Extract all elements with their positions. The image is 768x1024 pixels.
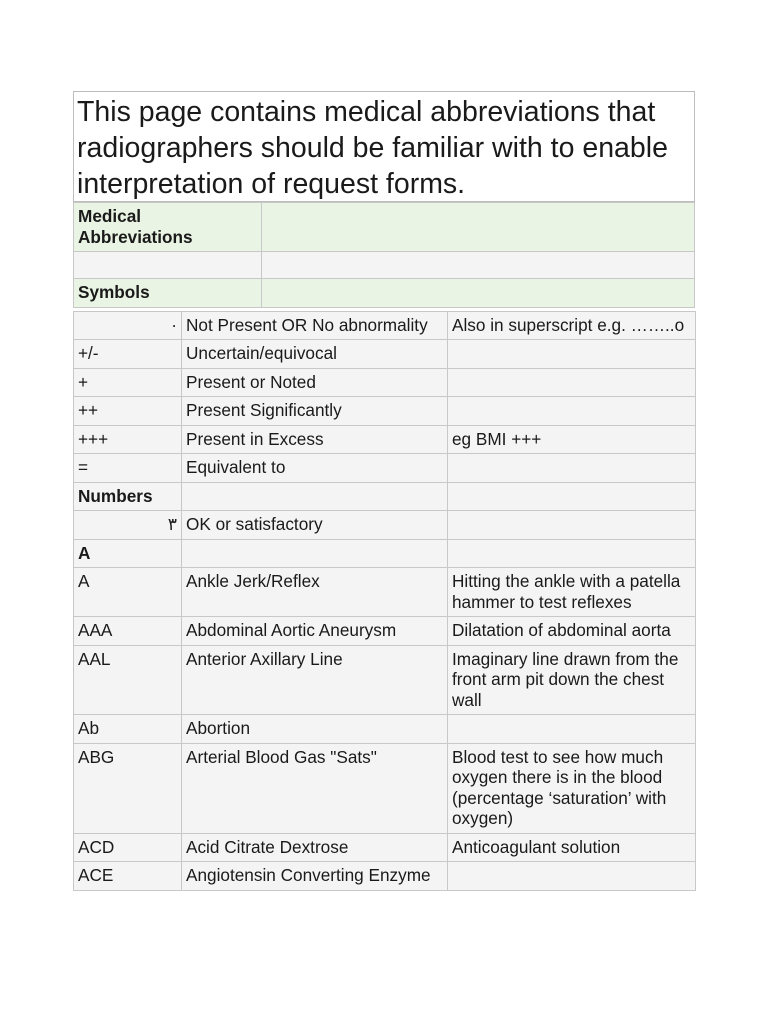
title-row bbox=[74, 203, 695, 252]
meaning-cell: Not Present OR No abnormality bbox=[182, 311, 448, 340]
meaning-cell: Abortion bbox=[182, 715, 448, 744]
abbreviation-cell: +++ bbox=[74, 425, 182, 454]
meaning-cell: Arterial Blood Gas "Sats" bbox=[182, 743, 448, 833]
blank-cell bbox=[74, 252, 262, 279]
table-title: Medical Abbreviations bbox=[74, 203, 262, 252]
abbreviation-cell: AAA bbox=[74, 617, 182, 646]
meaning-cell: Present Significantly bbox=[182, 397, 448, 426]
document-page bbox=[73, 91, 695, 891]
abbreviation-cell: ٣ bbox=[74, 511, 182, 540]
note-cell: Hitting the ankle with a patella hammer to test reflexes bbox=[448, 568, 696, 617]
table-row bbox=[74, 645, 696, 715]
abbreviations-table bbox=[73, 311, 696, 891]
table-row bbox=[74, 715, 696, 744]
note-cell: eg BMI +++ bbox=[448, 425, 696, 454]
section-empty-cell bbox=[182, 482, 448, 511]
table-row bbox=[74, 833, 696, 862]
header-table bbox=[73, 202, 695, 308]
table-row bbox=[74, 340, 696, 369]
table-row bbox=[74, 511, 696, 540]
table-row bbox=[74, 568, 696, 617]
abbreviation-cell: A bbox=[74, 568, 182, 617]
meaning-cell: Uncertain/equivocal bbox=[182, 340, 448, 369]
section-header-row bbox=[74, 539, 696, 568]
section-label: Numbers bbox=[74, 482, 182, 511]
meaning-cell: Present in Excess bbox=[182, 425, 448, 454]
abbreviation-cell: AAL bbox=[74, 645, 182, 715]
abbreviations-body bbox=[74, 311, 696, 890]
table-row bbox=[74, 743, 696, 833]
note-cell bbox=[448, 715, 696, 744]
abbreviation-cell: · bbox=[74, 311, 182, 340]
note-cell bbox=[448, 397, 696, 426]
abbreviation-cell: + bbox=[74, 368, 182, 397]
abbreviation-cell: ACE bbox=[74, 862, 182, 891]
meaning-cell: Anterior Axillary Line bbox=[182, 645, 448, 715]
meaning-cell: OK or satisfactory bbox=[182, 511, 448, 540]
section-empty-cell bbox=[182, 539, 448, 568]
table-row bbox=[74, 862, 696, 891]
meaning-cell: Abdominal Aortic Aneurysm bbox=[182, 617, 448, 646]
intro-text: This page contains medical abbreviations that radiographers should be familiar with to enable interpretation of request forms. bbox=[73, 91, 695, 202]
abbreviation-cell: ABG bbox=[74, 743, 182, 833]
note-cell: Also in superscript e.g. ……..o bbox=[448, 311, 696, 340]
section-header-row bbox=[74, 482, 696, 511]
note-cell: Anticoagulant solution bbox=[448, 833, 696, 862]
abbreviation-cell: ++ bbox=[74, 397, 182, 426]
section-empty-cell bbox=[448, 539, 696, 568]
meaning-cell: Equivalent to bbox=[182, 454, 448, 483]
table-row bbox=[74, 425, 696, 454]
abbreviation-cell: +/- bbox=[74, 340, 182, 369]
section-empty-cell bbox=[448, 482, 696, 511]
table-row bbox=[74, 311, 696, 340]
note-cell bbox=[448, 862, 696, 891]
meaning-cell: Ankle Jerk/Reflex bbox=[182, 568, 448, 617]
blank-cell bbox=[262, 252, 695, 279]
section-label: A bbox=[74, 539, 182, 568]
table-row bbox=[74, 617, 696, 646]
symbols-header-row bbox=[74, 279, 695, 308]
abbreviation-cell: Ab bbox=[74, 715, 182, 744]
note-cell bbox=[448, 454, 696, 483]
note-cell bbox=[448, 340, 696, 369]
note-cell: Blood test to see how much oxygen there is in the blood (percentage ‘saturation’ with oxygen) bbox=[448, 743, 696, 833]
abbreviation-cell: ACD bbox=[74, 833, 182, 862]
note-cell bbox=[448, 511, 696, 540]
table-row bbox=[74, 368, 696, 397]
abbreviation-cell: = bbox=[74, 454, 182, 483]
note-cell bbox=[448, 368, 696, 397]
note-cell: Imaginary line drawn from the front arm pit down the chest wall bbox=[448, 645, 696, 715]
blank-row bbox=[74, 252, 695, 279]
meaning-cell: Angiotensin Converting Enzyme bbox=[182, 862, 448, 891]
table-row bbox=[74, 397, 696, 426]
table-row bbox=[74, 454, 696, 483]
meaning-cell: Acid Citrate Dextrose bbox=[182, 833, 448, 862]
symbols-label: Symbols bbox=[74, 279, 262, 308]
note-cell: Dilatation of abdominal aorta bbox=[448, 617, 696, 646]
symbols-empty-cell bbox=[262, 279, 695, 308]
title-empty-cell bbox=[262, 203, 695, 252]
meaning-cell: Present or Noted bbox=[182, 368, 448, 397]
